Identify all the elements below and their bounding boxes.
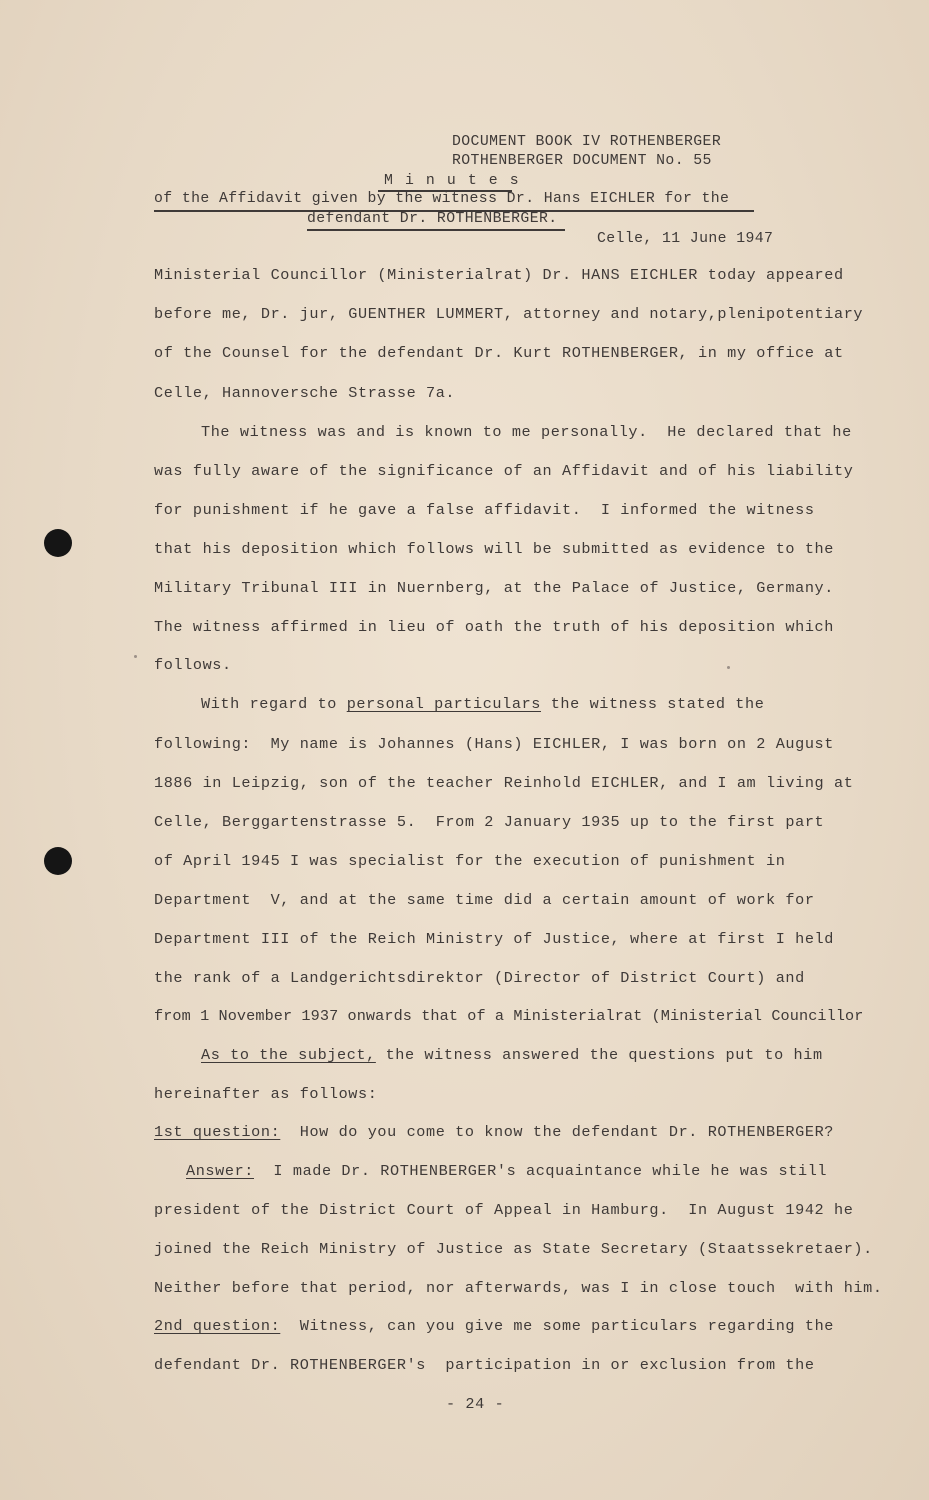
- body-line: joined the Reich Ministry of Justice as State Secretary (Staatssekretaer).: [154, 1240, 873, 1258]
- body-line: that his deposition which follows will be submitted as evidence to the: [154, 540, 834, 558]
- body-line: the rank of a Landgerichtsdirektor (Director of District Court) and: [154, 969, 805, 987]
- question-text: How do you come to know the defendant Dr. ROTHENBERGER?: [280, 1123, 834, 1141]
- punch-hole: [44, 529, 72, 557]
- subtitle-part: of the Affidavit given: [154, 191, 368, 207]
- punch-hole: [44, 847, 72, 875]
- body-line: hereinafter as follows:: [154, 1085, 378, 1103]
- body-line: [201, 1045, 823, 1065]
- place-date: Celle, 11 June 1947: [597, 231, 774, 247]
- affidavit-subtitle: [154, 189, 729, 209]
- body-line: president of the District Court of Appeal in Hamburg. In August 1942 he: [154, 1201, 854, 1219]
- body-line: Neither before that period, nor afterwards, was I in close touch with him.: [154, 1279, 883, 1297]
- body-line: for punishment if he gave a false affidavit. I informed the witness: [154, 501, 815, 519]
- text-part: the witness stated the: [541, 695, 765, 713]
- personal-particulars-heading: personal particulars: [346, 695, 541, 713]
- body-line: The witness affirmed in lieu of oath the truth of his deposition which: [154, 618, 834, 636]
- body-line: 1886 in Leipzig, son of the teacher Reinhold EICHLER, and I am living at: [154, 774, 854, 792]
- body-line: of the Counsel for the defendant Dr. Kurt ROTHENBERGER, in my office at: [154, 344, 844, 362]
- body-line: Celle, Berggartenstrasse 5. From 2 January 1935 up to the first part: [154, 813, 825, 831]
- body-line: Celle, Hannoversche Strasse 7a.: [154, 384, 456, 402]
- document-book-line: DOCUMENT BOOK IV ROTHENBERGER: [452, 134, 722, 150]
- body-line: was fully aware of the significance of an Affidavit and of his liability: [154, 462, 854, 480]
- minutes-title: M i n u t e s: [384, 173, 521, 189]
- answer-line: [186, 1161, 827, 1181]
- question-label: 2nd question:: [154, 1317, 281, 1335]
- text-part: With regard to: [201, 695, 347, 713]
- body-line: The witness was and is known to me personally. He declared that he: [201, 423, 852, 441]
- body-line: Ministerial Councillor (Ministerialrat) Dr. HANS EICHLER today appeared: [154, 266, 844, 284]
- body-line: follows.: [154, 656, 232, 674]
- subject-heading: As to the subject,: [201, 1046, 376, 1064]
- question-line: [154, 1316, 834, 1336]
- body-line: of April 1945 I was specialist for the execution of punishment in: [154, 852, 786, 870]
- body-line: Department III of the Reich Ministry of Justice, where at first I held: [154, 930, 834, 948]
- defendant-line: defendant Dr. ROTHENBERGER.: [307, 211, 558, 227]
- paper-speck: [134, 655, 137, 658]
- page-number: - 24 -: [446, 1395, 505, 1413]
- answer-label: Answer:: [186, 1162, 254, 1180]
- answer-text: I made Dr. ROTHENBERGER's acquaintance while he was still: [254, 1162, 828, 1180]
- paper-speck: [727, 666, 730, 669]
- defendant-underline: [307, 229, 565, 231]
- body-line: from 1 November 1937 onwards that of a Ministerialrat (Ministerial Councillor: [154, 1007, 864, 1025]
- body-line: defendant Dr. ROTHENBERGER's participation in or exclusion from the: [154, 1356, 815, 1374]
- body-line: [201, 694, 764, 714]
- body-line: Department V, and at the same time did a certain amount of work for: [154, 891, 815, 909]
- text-part: the witness answered the questions put to him: [375, 1046, 823, 1064]
- body-line: Military Tribunal III in Nuernberg, at the Palace of Justice, Germany.: [154, 579, 834, 597]
- body-line: before me, Dr. jur, GUENTHER LUMMERT, attorney and notary,plenipotentiary: [154, 305, 864, 323]
- document-number-line: ROTHENBERGER DOCUMENT No. 55: [452, 153, 712, 169]
- question-line: [154, 1122, 834, 1142]
- question-text: Witness, can you give me some particulars regarding the: [280, 1317, 834, 1335]
- body-line: following: My name is Johannes (Hans) EICHLER, I was born on 2 August: [154, 735, 834, 753]
- question-label: 1st question:: [154, 1123, 281, 1141]
- subtitle-part: by the witness Dr. Hans EICHLER for the: [367, 191, 730, 207]
